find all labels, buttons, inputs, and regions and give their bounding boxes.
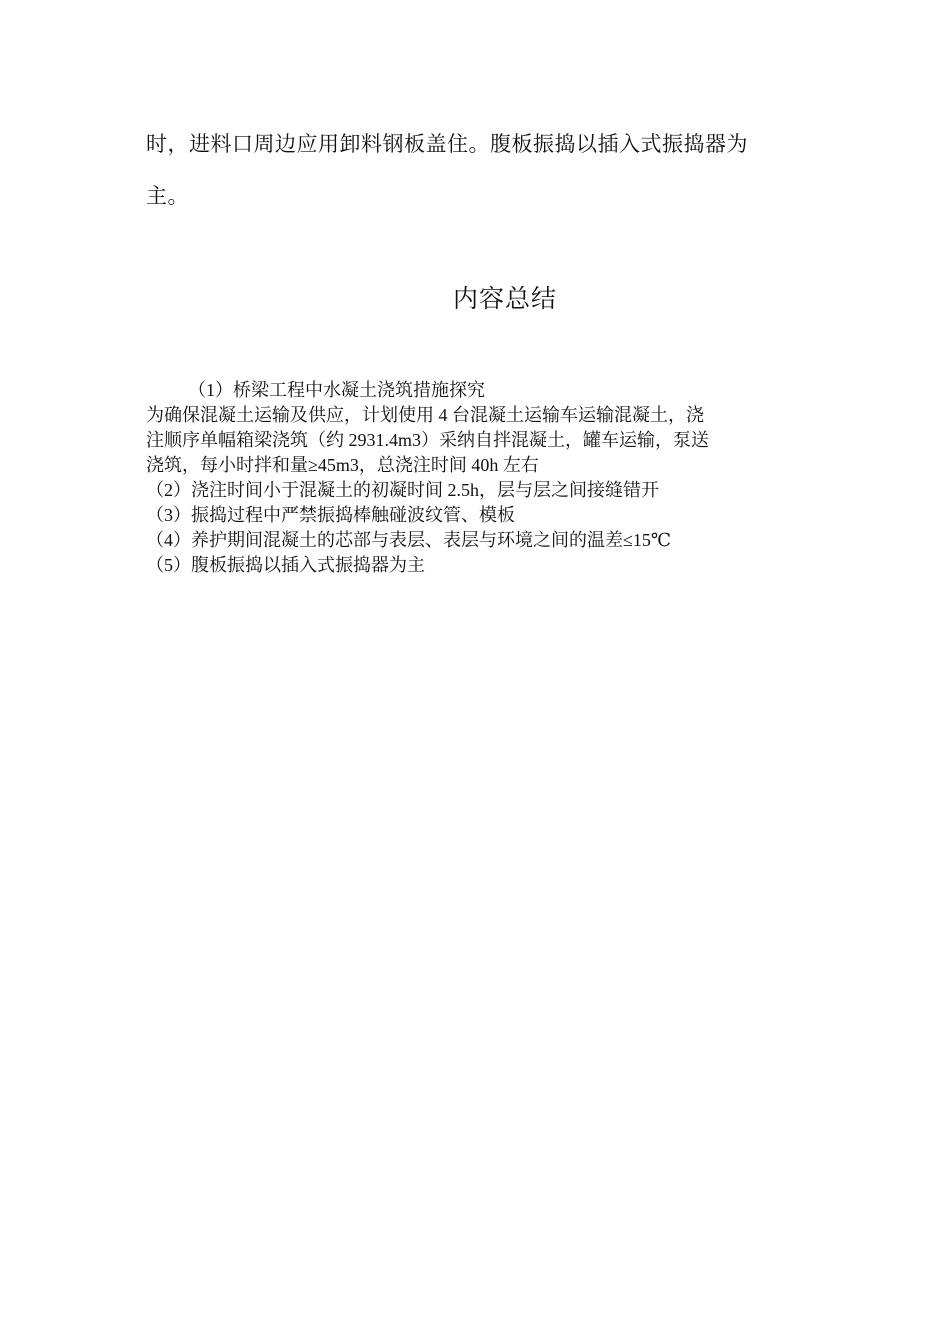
summary-item-1-heading: （1）桥梁工程中水凝土浇筑措施探究 bbox=[188, 380, 485, 400]
summary-item-1-body-line-2: 注顺序单幅箱梁浇筑（约 2931.4m3）采纳自拌混凝土，罐车运输，泵送 bbox=[146, 430, 709, 450]
summary-title: 内容总结 bbox=[452, 286, 557, 313]
summary-section bbox=[146, 378, 806, 578]
summary-item-5: （5）腹板振捣以插入式振捣器为主 bbox=[146, 555, 425, 575]
summary-item-1-body-line-3: 浇筑，每小时拌和量≥45m3，总浇注时间 40h 左右 bbox=[146, 455, 539, 475]
summary-item-3: （3）振捣过程中严禁振捣棒触碰波纹管、模板 bbox=[146, 505, 515, 525]
summary-item-4: （4）养护期间混凝土的芯部与表层、表层与环境之间的温差≤15℃ bbox=[146, 530, 672, 550]
continued-line-2: 主。 bbox=[146, 184, 189, 208]
continued-line-1: 时，进料口周边应用卸料钢板盖住。腹板振捣以插入式振捣器为 bbox=[146, 132, 748, 156]
summary-item-1-body-line-1: 为确保混凝土运输及供应，计划使用 4 台混凝土运输车运输混凝土，浇 bbox=[146, 405, 704, 425]
summary-item-2: （2）浇注时间小于混凝土的初凝时间 2.5h，层与层之间接缝错开 bbox=[146, 480, 659, 500]
continued-paragraph bbox=[146, 118, 806, 222]
